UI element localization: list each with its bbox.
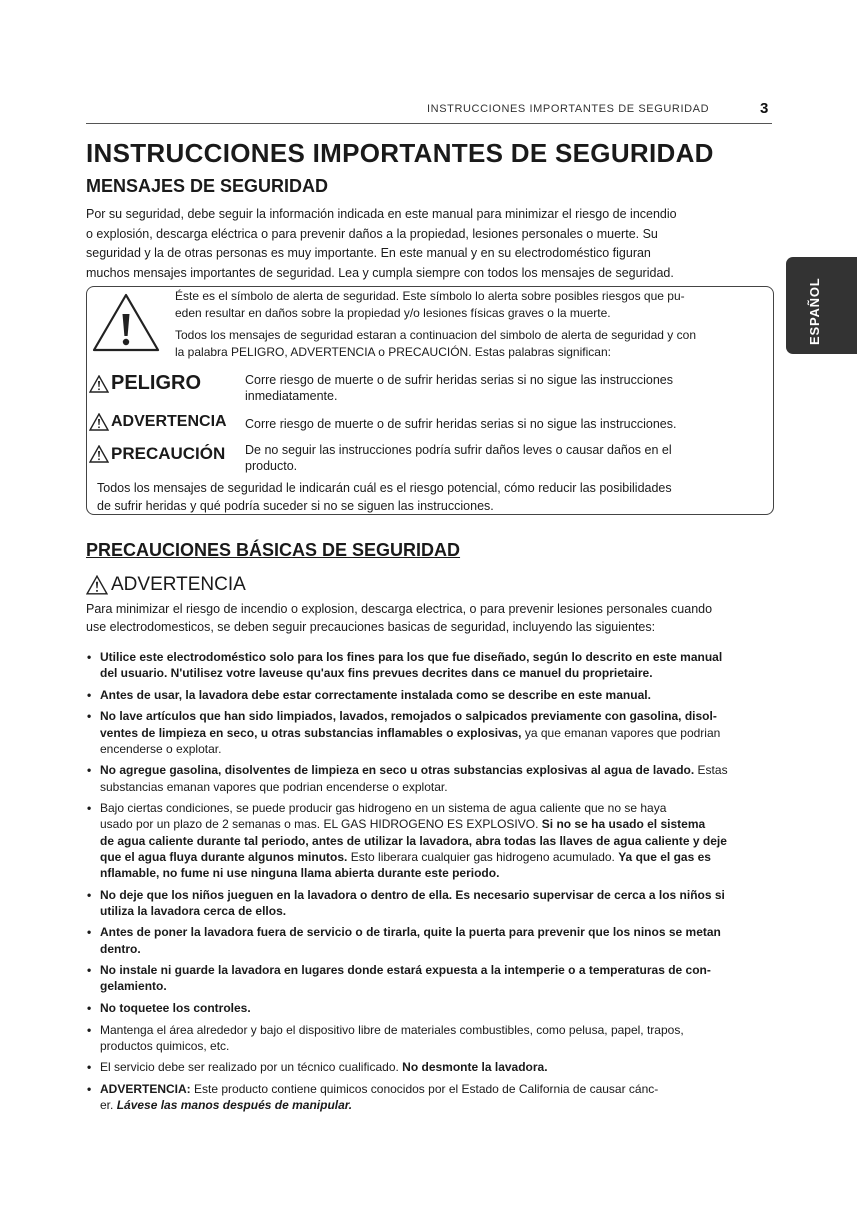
warning-heading [86,574,246,596]
precaution-text: No agregue gasolina, disolventes de limpieza en seco u otras substancias explosivas al agua de lavado. [100,763,695,778]
precaution-text: del usuario. N'utilisez votre laveuse qu'aux fins prevues decrites dans ce manuel du proprietaire. [100,666,653,681]
precautions-list [86,649,776,1119]
precaution-text: Bajo ciertas condiciones, se puede producir gas hidrogeno en un sistema de agua caliente que no se haya [100,801,667,816]
intro-line: muchos mensajes importantes de seguridad. Lea y cumpla siempre con todos los mensajes de seguridad. [86,265,674,280]
caution-word: PRECAUCIÓN [111,444,226,463]
safety-alert-icon [91,292,161,354]
intro-line: Por su seguridad, debe seguir la información indicada en este manual para minimizar el riesgo de incendio [86,207,677,221]
precaution-text: Mantenga el área alrededor y bajo el dispositivo libre de materiales combustibles, como pelusa, papel, trapos, [100,1022,684,1037]
precaution-line [100,741,776,757]
precaution-text: Antes de usar, la lavadora debe estar correctamente instalada como se describe en este manual. [100,687,651,702]
page-number: 3 [760,100,769,117]
precaution-line [100,779,776,795]
language-tab-label: ESPAÑOL [807,277,822,345]
intro-line: o explosión, descarga eléctrica o para prevenir daños a la propiedad, lesiones personales o muerte. Su [86,226,658,241]
warning-heading-text: ADVERTENCIA [111,574,246,595]
precaution-text: No toquetee los controles. [100,1000,251,1015]
precaution-text: usado por un plazo de 2 semanas o mas. EL GAS HIDROGENO ES EXPLOSIVO. [100,817,542,832]
precaution-item [86,1059,776,1075]
precaution-text: nflamable, no fume ni use ninguna llama abierta durante este periodo. [100,866,500,880]
closing-line: Todos los mensajes de seguridad le indicarán cuál es el riesgo potencial, cómo reducir las posibilidades [97,481,672,495]
definition-line: Corre riesgo de muerte o de sufrir heridas serias si no sigue las instrucciones [245,373,673,387]
caution-signal-word [89,444,225,464]
precaution-text: substancias emanan vapores que podrian encenderse o explotar. [100,779,448,794]
precaution-text: Lávese las manos después de manipular. [116,1098,353,1113]
precautions-intro-line: use electrodomesticos, se deben seguir precauciones basicas de seguridad, incluyendo las siguientes: [86,620,656,634]
precaution-item [86,1022,776,1054]
precaution-item [86,800,776,881]
precaution-line [100,800,776,816]
safety-intro-paragraph [86,205,776,283]
precaution-item [86,762,776,794]
box-line: Todos los mensajes de seguridad estaran a continuacion del simbolo de alerta de seguridad y con [175,328,696,342]
precaution-text: ADVERTENCIA: [100,1081,191,1096]
precaution-text: ventes de limpieza en seco, u otras substancias inflamables o explosivas, [100,725,522,740]
precaution-text: Esto liberara cualquier gas hidrogeno acumulado. [347,849,619,864]
intro-line: seguridad y la de otras personas es muy importante. En este manual y en su electrodoméstico figuran [86,246,651,260]
precautions-intro [86,600,712,636]
precaution-text: El servicio debe ser realizado por un técnico cualificado. [100,1060,403,1075]
language-side-tab [786,257,857,354]
precaution-line [100,1000,776,1016]
precaution-text: er. [100,1098,117,1113]
precaution-line [100,665,776,681]
precaution-line [100,1097,776,1113]
precaution-line [100,687,776,703]
precaution-text: productos quimicos, etc. [100,1038,230,1053]
precaution-text: Antes de poner la lavadora fuera de servicio o de tirarla, quite la puerta para prevenir que los ninos se metan [100,925,721,940]
precaution-line [100,1038,776,1054]
precaution-item [86,649,776,681]
precaution-text: dentro. [100,941,141,956]
definition-line: De no seguir las instrucciones podría sufrir daños leves o causar daños en el [245,443,672,457]
precaution-text: No desmonte la lavadora. [402,1060,548,1075]
precaution-text: encenderse o explotar. [100,741,222,756]
alert-triangle-icon [86,575,108,595]
precaution-line [100,887,776,903]
precaution-text: No lave artículos que han sido limpiados, lavados, remojados o salpicados previamente con gasolina, disol- [100,709,717,724]
precaution-item [86,924,776,956]
precaution-line [100,1022,776,1038]
box-line: la palabra PELIGRO, ADVERTENCIA o PRECAUCIÓN. Estas palabras significan: [175,344,611,359]
alert-triangle-icon [89,375,109,393]
box-line: Éste es el símbolo de alerta de seguridad. Este símbolo lo alerta sobre posibles riesgos que pu- [175,289,685,303]
precaution-line [100,725,776,741]
caution-definition [245,442,672,474]
precaution-line [100,962,776,978]
alert-triangle-icon [89,413,109,431]
precaution-text: de agua caliente durante tal periodo, antes de utilizar la lavadora, abra todas las llaves de agua caliente y deje [100,833,727,848]
precaution-text: Estas [694,763,728,778]
precaution-text: No instale ni guarde la lavadora en lugares donde estará expuesta a la intemperie o a temperaturas de con- [100,963,711,978]
precaution-line [100,978,776,994]
precaution-item [86,887,776,919]
precaution-text: utiliza la lavadora cerca de ellos. [100,903,287,918]
danger-definition [245,372,673,404]
precaution-text: Si no se ha usado el sistema [541,817,706,832]
precaution-text: Utilice este electrodoméstico solo para los fines para los que fue diseñado, según lo descrito en este manual [100,650,723,664]
box-line: eden resultar en daños sobre la propiedad y/o lesiones físicas graves o la muerte. [175,305,611,320]
alert-triangle-icon [89,445,109,463]
precaution-text: Ya que el gas es [618,849,711,864]
safety-symbol-explanation [175,288,775,360]
header-rule [86,123,772,124]
precaution-item [86,687,776,703]
precaution-line [100,1059,776,1075]
closing-line: de sufrir heridas y qué podría suceder si no se siguen las instrucciones. [97,498,494,513]
danger-signal-word [89,372,201,395]
precaution-line [100,924,776,940]
precaution-line [100,816,776,832]
warning-signal-word [89,413,227,431]
definition-line: producto. [245,459,298,473]
precautions-intro-line: Para minimizar el riesgo de incendio o explosion, descarga electrica, o para prevenir lesiones personales cuando [86,602,713,616]
precaution-text: No deje que los niños jueguen en la lavadora o dentro de ella. Es necesario supervisar de cerca a los niños si [100,887,725,902]
precaution-item [86,708,776,757]
section-title-basic-precautions: PRECAUCIONES BÁSICAS DE SEGURIDAD [86,540,461,560]
section-title-safety-messages: MENSAJES DE SEGURIDAD [86,176,329,196]
precaution-line [100,865,776,881]
precaution-text: gelamiento. [100,979,167,994]
precaution-line [100,903,776,919]
precaution-item [86,1081,776,1113]
box-closing-text [97,480,672,515]
page-title: INSTRUCCIONES IMPORTANTES DE SEGURIDAD [86,138,714,168]
warning-definition [245,416,676,432]
precaution-line [100,762,776,778]
precaution-item [86,1000,776,1016]
precaution-text: que el agua fluya durante algunos minutos. [100,849,348,864]
precaution-line [100,1081,776,1097]
precaution-line [100,849,776,865]
precaution-line [100,941,776,957]
precaution-item [86,962,776,994]
precaution-line [100,833,776,849]
precaution-text: ya que emanan vapores que podrian [521,725,721,740]
danger-word: PELIGRO [111,372,202,394]
precaution-line [100,649,776,665]
definition-line: Corre riesgo de muerte o de sufrir heridas serias si no sigue las instrucciones. [245,417,677,431]
precaution-line [100,708,776,724]
definition-line: inmediatamente. [245,389,338,403]
warning-word: ADVERTENCIA [111,413,227,430]
running-header: INSTRUCCIONES IMPORTANTES DE SEGURIDAD [427,103,710,115]
precaution-text: Este producto contiene quimicos conocidos por el Estado de California de causar cánc- [190,1081,659,1096]
